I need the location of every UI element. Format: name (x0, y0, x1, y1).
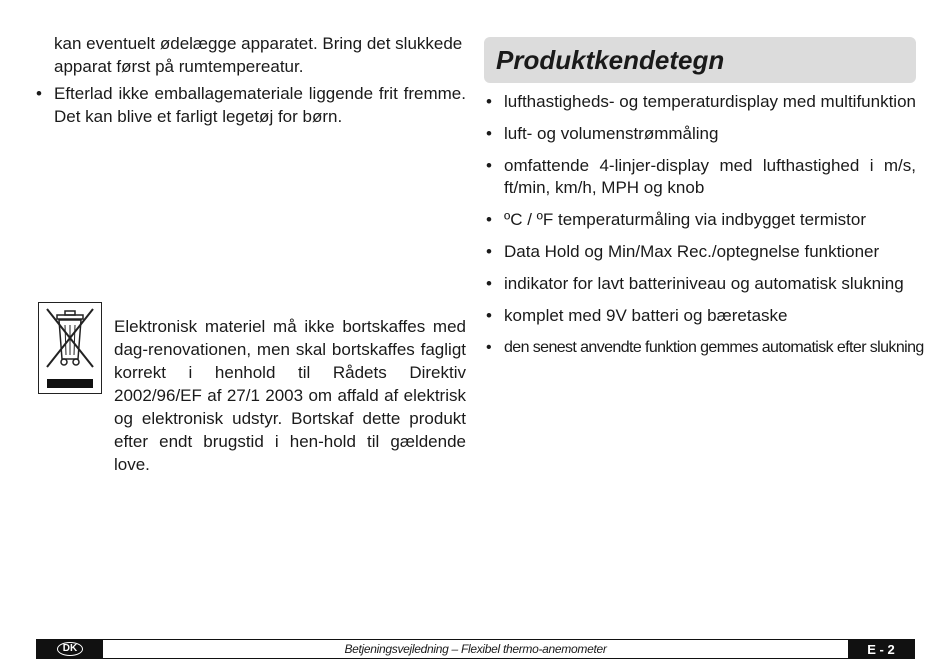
safety-bullet-list (36, 82, 466, 128)
continued-paragraph: kan eventuelt ødelægge apparatet. Bring det slukkede apparat først på rumtempereatur. (54, 34, 463, 76)
left-column (36, 32, 466, 128)
list-item: • komplet med 9V batteri og bæretaske (484, 305, 916, 327)
language-badge (37, 640, 103, 658)
list-item: • den senest anvendte funktion gemmes automatisk efter slukning (484, 337, 916, 359)
list-item: • omfattende 4-linjer-display med lufthastighed i m/s, ft/min, km/h, MPH og knob (484, 155, 916, 199)
feature-list (484, 91, 924, 359)
right-column (484, 37, 924, 369)
list-item: • lufthastigheds- og temperaturdisplay med multifunktion (484, 91, 916, 113)
weee-paragraph: Elektronisk materiel må ikke bortskaffes med dag-renovationen, men skal bortskaffes fagligt korrekt i henhold til Rådets Direktiv 2002/96/EF af 27/1 2003 om affald af elektrisk og elektronisk udstyr. Bortskaf dette produkt efter endt brugstid i hen-hold til gældende love. (114, 317, 466, 474)
list-item: • Data Hold og Min/Max Rec./optegnelse funktioner (484, 241, 916, 263)
list-item: • luft- og volumenstrømmåling (484, 123, 916, 145)
page-number: E - 2 (848, 640, 914, 658)
list-item: • indikator for lavt batteriniveau og automatisk slukning (484, 273, 916, 295)
list-item: • Efterlad ikke emballagemateriale liggende frit fremme. Det kan blive et farligt legetøj for børn. (36, 82, 466, 128)
crossed-out-wheelie-bin-icon (38, 302, 102, 394)
page-footer (36, 639, 915, 659)
footer-title: Betjeningsvejledning – Flexibel thermo-anemometer (344, 642, 607, 656)
weee-disposal-notice (36, 298, 466, 493)
list-item: • ºC / ºF temperaturmåling via indbygget termistor (484, 209, 916, 231)
language-code: DK (57, 642, 83, 656)
section-heading: Produktkendetegn (484, 37, 916, 83)
